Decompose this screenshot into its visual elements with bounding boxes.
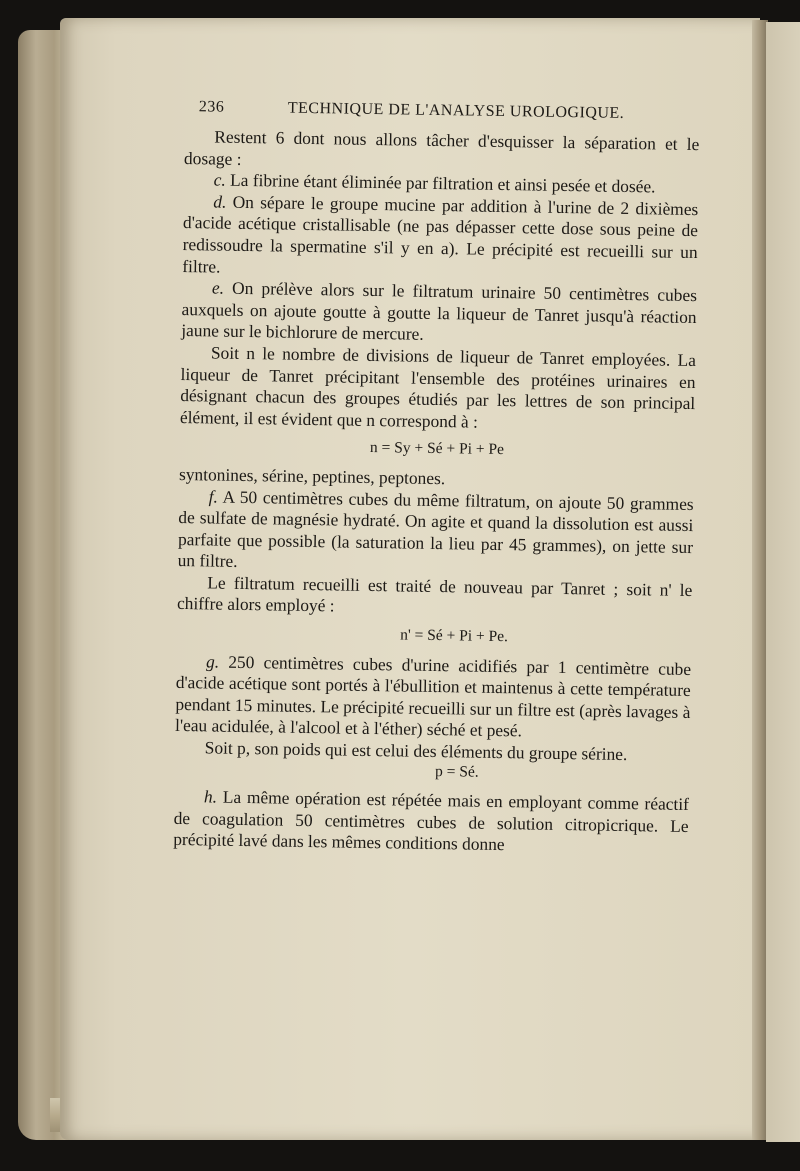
formula: n' = Sé + Pi + Pe. [400,626,509,646]
paragraph-e: e. On prélève alors sur le filtratum urinaire 50 centimètres cubes auxquels on ajoute goutte à goutte la liqueur de Tanret jusqu'à réaction jaune sur le bichlorure de mercure. [181,277,698,345]
paragraph-h: h. La même opération est répétée mais en employant comme réactif de coagulation 50 centimètres cubes de solution citropicrique. Le précipité lavé dans les mêmes conditions donne [173,786,690,855]
facing-page-edge [766,22,800,1142]
page-text [173,96,700,859]
paragraph-d: d. On sépare le groupe mucine par addition à l'urine de 2 dixièmes d'acide acétique cristallisable (ne pas dépasser cette dose sous peine de redissoudre la spermatine s'il y en a). Le précipité est recueilli sur un filtre. [182,191,699,277]
paragraph: Restent 6 dont nous allons tâcher d'esquisser la séparation et le dosage : [183,126,700,169]
paragraph-group-1 [180,126,700,436]
paragraph-group-2 [177,464,694,623]
page-number: 236 [198,98,225,116]
paragraph: Le filtratum recueilli est traité de nouveau par Tanret ; soit n' le chiffre alors employé : [176,572,693,616]
paragraph: Soit n le nombre de divisions de liqueur de Tanret employées. La liqueur de Tanret précipitant l'ensemble des protéines urinaires en désignant chacun des groupes étudiés par les lettres de son principal élément, il est évident que n correspond à : [179,342,697,432]
formula: p = Sé. [434,762,479,781]
paragraph-group-4 [173,786,689,859]
paragraph-f: f. A 50 centimètres cubes du même filtratum, on ajoute 50 grammes de sulfate de magnésie hydraté. On agite et quand la dissolution est aussi parfaite que possible (la saturation la lieu par 45 grammes), on jette sur un filtre. [177,485,694,572]
running-title: TECHNIQUE DE L'ANALYSE UROLOGIQUE. [287,99,625,122]
paragraph-c: c. La fibrine étant éliminée par filtration et ainsi pesée et dosée. [213,169,656,197]
paragraph: syntonines, sérine, peptines, peptones. [178,463,446,489]
paragraph: Soit p, son poids qui est celui des éléments du groupe sérine. [204,737,628,765]
paragraph-g: g. 250 centimètres cubes d'urine acidifiés par 1 centimètre cube d'acide acétique sont portés à l'ébullition et maintenus à cette température pendant 15 minutes. Le précipité recueilli sur un filtre est (après lavages à l'eau acidulée, à l'alcool et à l'éther) séché et pesé. [174,651,692,741]
paragraph-group-3 [175,651,692,767]
formula: n = Sy + Sé + Pi + Pe [369,439,505,459]
